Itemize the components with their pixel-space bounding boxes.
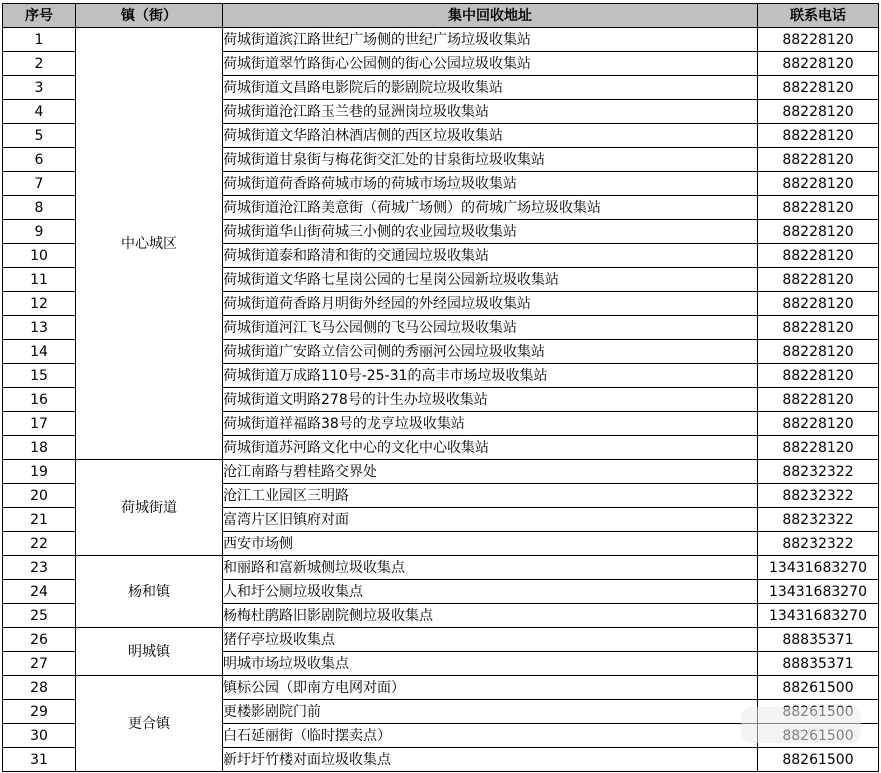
phone-cell: 88261500 [758, 748, 879, 772]
row-number: 31 [3, 748, 76, 772]
address-cell: 猪仔亭垃圾收集点 [223, 628, 758, 652]
row-number: 6 [3, 148, 76, 172]
row-number: 12 [3, 292, 76, 316]
header-address: 集中回收地址 [223, 4, 758, 28]
row-number: 28 [3, 676, 76, 700]
phone-cell: 88228120 [758, 196, 879, 220]
address-cell: 和丽路和富新城侧垃圾收集点 [223, 556, 758, 580]
phone-cell: 88228120 [758, 412, 879, 436]
phone-cell: 88228120 [758, 436, 879, 460]
row-number: 20 [3, 484, 76, 508]
phone-cell: 88232322 [758, 532, 879, 556]
row-number: 16 [3, 388, 76, 412]
address-cell: 更楼影剧院门前 [223, 700, 758, 724]
row-number: 15 [3, 364, 76, 388]
row-number: 1 [3, 28, 76, 52]
phone-cell: 13431683270 [758, 556, 879, 580]
row-number: 10 [3, 244, 76, 268]
address-cell: 富湾片区旧镇府对面 [223, 508, 758, 532]
row-number: 2 [3, 52, 76, 76]
recycling-sites-table [2, 3, 879, 772]
row-number: 25 [3, 604, 76, 628]
address-cell: 新圩圩竹楼对面垃圾收集点 [223, 748, 758, 772]
table-row [3, 28, 879, 52]
row-number: 21 [3, 508, 76, 532]
address-cell: 镇标公园（即南方电网对面） [223, 676, 758, 700]
address-cell: 人和圩公厕垃圾收集点 [223, 580, 758, 604]
address-cell: 沧江工业园区三明路 [223, 484, 758, 508]
address-cell: 荷城街道荷香路月明街外经园的外经园垃圾收集站 [223, 292, 758, 316]
address-cell: 荷城街道翠竹路街心公园侧的街心公园垃圾收集站 [223, 52, 758, 76]
row-number: 30 [3, 724, 76, 748]
row-number: 27 [3, 652, 76, 676]
row-number: 3 [3, 76, 76, 100]
phone-cell: 88228120 [758, 28, 879, 52]
table-row [3, 628, 879, 652]
address-cell: 荷城街道文昌路电影院后的影剧院垃圾收集站 [223, 76, 758, 100]
phone-cell: 88228120 [758, 100, 879, 124]
town-cell: 明城镇 [76, 628, 223, 676]
row-number: 13 [3, 316, 76, 340]
phone-cell: 13431683270 [758, 604, 879, 628]
phone-cell: 88261500 [758, 676, 879, 700]
phone-cell: 13431683270 [758, 580, 879, 604]
address-cell: 荷城街道滨江路世纪广场侧的世纪广场垃圾收集站 [223, 28, 758, 52]
phone-cell: 88232322 [758, 484, 879, 508]
address-cell: 荷城街道万成路110号-25-31的高丰市场垃圾收集站 [223, 364, 758, 388]
address-cell: 白石延丽街（临时摆卖点） [223, 724, 758, 748]
row-number: 5 [3, 124, 76, 148]
phone-cell: 88228120 [758, 220, 879, 244]
header-row [3, 4, 879, 28]
row-number: 17 [3, 412, 76, 436]
phone-cell: 88228120 [758, 340, 879, 364]
row-number: 9 [3, 220, 76, 244]
phone-cell: 88228120 [758, 124, 879, 148]
phone-cell: 88228120 [758, 76, 879, 100]
address-cell: 荷城街道沧江路美意街（荷城广场侧）的荷城广场垃圾收集站 [223, 196, 758, 220]
table-body [3, 28, 879, 772]
address-cell: 荷城街道文明路278号的计生办垃圾收集站 [223, 388, 758, 412]
table-row [3, 676, 879, 700]
table-row [3, 460, 879, 484]
row-number: 8 [3, 196, 76, 220]
watermark [741, 707, 861, 743]
address-cell: 荷城街道泰和路清和街的交通园垃圾收集站 [223, 244, 758, 268]
phone-cell: 88228120 [758, 364, 879, 388]
address-cell: 荷城街道河江飞马公园侧的飞马公园垃圾收集站 [223, 316, 758, 340]
row-number: 23 [3, 556, 76, 580]
phone-cell: 88228120 [758, 244, 879, 268]
row-number: 18 [3, 436, 76, 460]
phone-cell: 88232322 [758, 508, 879, 532]
address-cell: 荷城街道荷香路荷城市场的荷城市场垃圾收集站 [223, 172, 758, 196]
row-number: 7 [3, 172, 76, 196]
row-number: 11 [3, 268, 76, 292]
town-cell: 更合镇 [76, 676, 223, 772]
row-number: 19 [3, 460, 76, 484]
town-cell: 杨和镇 [76, 556, 223, 628]
row-number: 26 [3, 628, 76, 652]
address-cell: 荷城街道文华路泊林酒店侧的西区垃圾收集站 [223, 124, 758, 148]
phone-cell: 88228120 [758, 388, 879, 412]
row-number: 4 [3, 100, 76, 124]
address-cell: 明城市场垃圾收集点 [223, 652, 758, 676]
town-cell: 荷城街道 [76, 460, 223, 556]
phone-cell: 88228120 [758, 316, 879, 340]
address-cell: 沧江南路与碧桂路交界处 [223, 460, 758, 484]
address-cell: 荷城街道甘泉街与梅花街交汇处的甘泉街垃圾收集站 [223, 148, 758, 172]
header-no: 序号 [3, 4, 76, 28]
row-number: 29 [3, 700, 76, 724]
phone-cell: 88228120 [758, 52, 879, 76]
phone-cell: 88232322 [758, 460, 879, 484]
phone-cell: 88835371 [758, 628, 879, 652]
address-cell: 西安市场侧 [223, 532, 758, 556]
phone-cell: 88835371 [758, 652, 879, 676]
row-number: 24 [3, 580, 76, 604]
phone-cell: 88228120 [758, 148, 879, 172]
address-cell: 荷城街道华山街荷城三小侧的农业园垃圾收集站 [223, 220, 758, 244]
address-cell: 荷城街道文华路七星岗公园的七星岗公园新垃圾收集站 [223, 268, 758, 292]
address-cell: 荷城街道广安路立信公司侧的秀丽河公园垃圾收集站 [223, 340, 758, 364]
table-row [3, 556, 879, 580]
header-phone: 联系电话 [758, 4, 879, 28]
phone-cell: 88228120 [758, 292, 879, 316]
row-number: 14 [3, 340, 76, 364]
address-cell: 荷城街道苏河路文化中心的文化中心收集站 [223, 436, 758, 460]
address-cell: 荷城街道祥福路38号的龙亨垃圾收集站 [223, 412, 758, 436]
town-cell: 中心城区 [76, 28, 223, 460]
address-cell: 荷城街道沧江路玉兰巷的显洲岗垃圾收集站 [223, 100, 758, 124]
phone-cell: 88228120 [758, 268, 879, 292]
phone-cell: 88228120 [758, 172, 879, 196]
address-cell: 杨梅杜鹃路旧影剧院侧垃圾收集点 [223, 604, 758, 628]
header-town: 镇（街） [76, 4, 223, 28]
row-number: 22 [3, 532, 76, 556]
